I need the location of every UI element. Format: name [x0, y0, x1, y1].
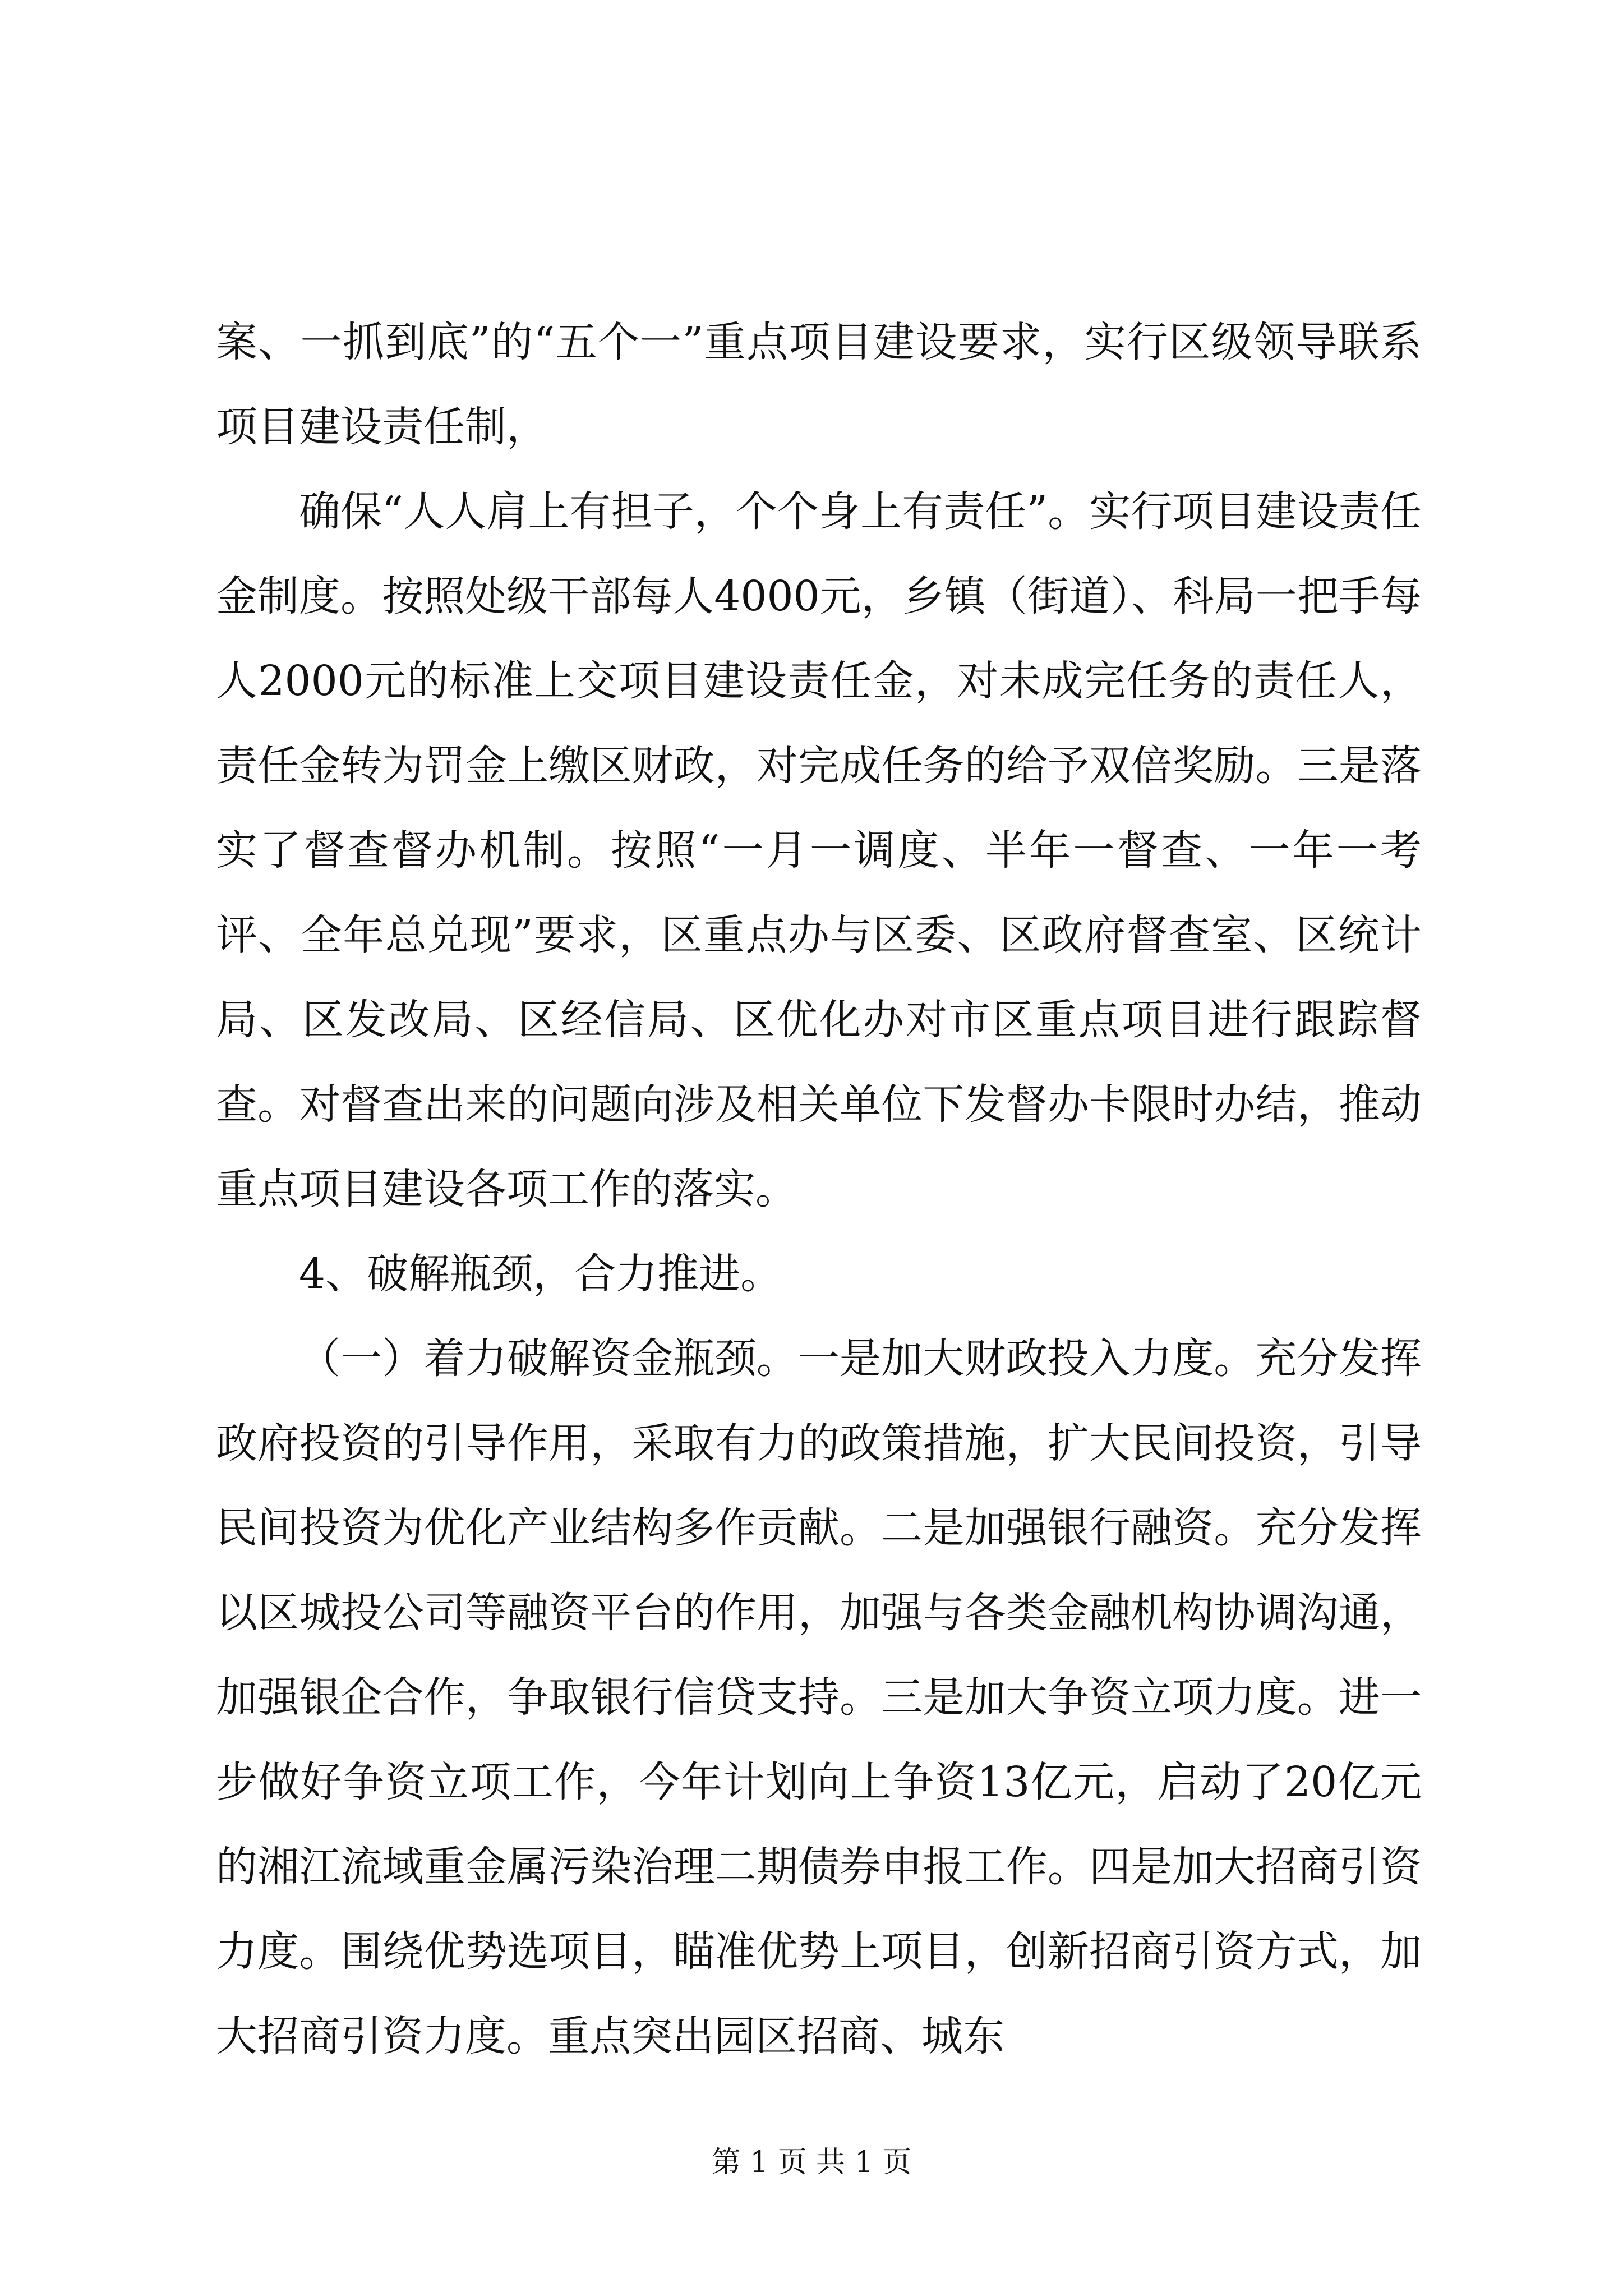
- paragraph-funding: （一）着力破解资金瓶颈。一是加大财政投入力度。充分发挥政府投资的引导作用，采取有力的政策措施，扩大民间投资，引导民间投资为优化产业结构多作贡献。二是加强银行融资。充分发挥以区城投公司等融资平台的作用，加强与各类金融机构协调沟通，加强银企合作，争取银行信贷支持。三是加大争资立项力度。进一步做好争资立项工作，今年计划向上争资13亿元，启动了20亿元的湘江流域重金属污染治理二期债券申报工作。四是加大招商引资力度。围绕优势选项目，瞄准优势上项目，创新招商引资方式，加大招商引资力度。重点突出园区招商、城东: [216, 1335, 1422, 2060]
- page-footer: 第 1 页 共 1 页: [711, 2146, 912, 2179]
- paragraph-continuation: 案、一抓到底”的“五个一”重点项目建设要求，实行区级领导联系项目建设责任制，: [216, 318, 1422, 451]
- paragraph-responsibility: 确保“人人肩上有担子，个个身上有责任”。实行项目建设责任金制度。按照处级干部每人4000元，乡镇（街道）、科局一把手每人2000元的标准上交项目建设责任金，对未成完任务的责任人，责任金转为罚金上缴区财政，对完成任务的给予双倍奖励。三是落实了督查督办机制。按照“一月一调度、半年一督查、一年一考评、全年总兑现”要求，区重点办与区委、区政府督查室、区统计局、区发改局、区经信局、区优化办对市区重点项目进行跟踪督查。对督查出来的问题向涉及相关单位下发督办卡限时办结，推动重点项目建设各项工作的落实。: [216, 487, 1422, 1213]
- document-body: [216, 300, 1422, 2079]
- section-heading-4: 4、破解瓶颈，合力推进。: [299, 1250, 782, 1298]
